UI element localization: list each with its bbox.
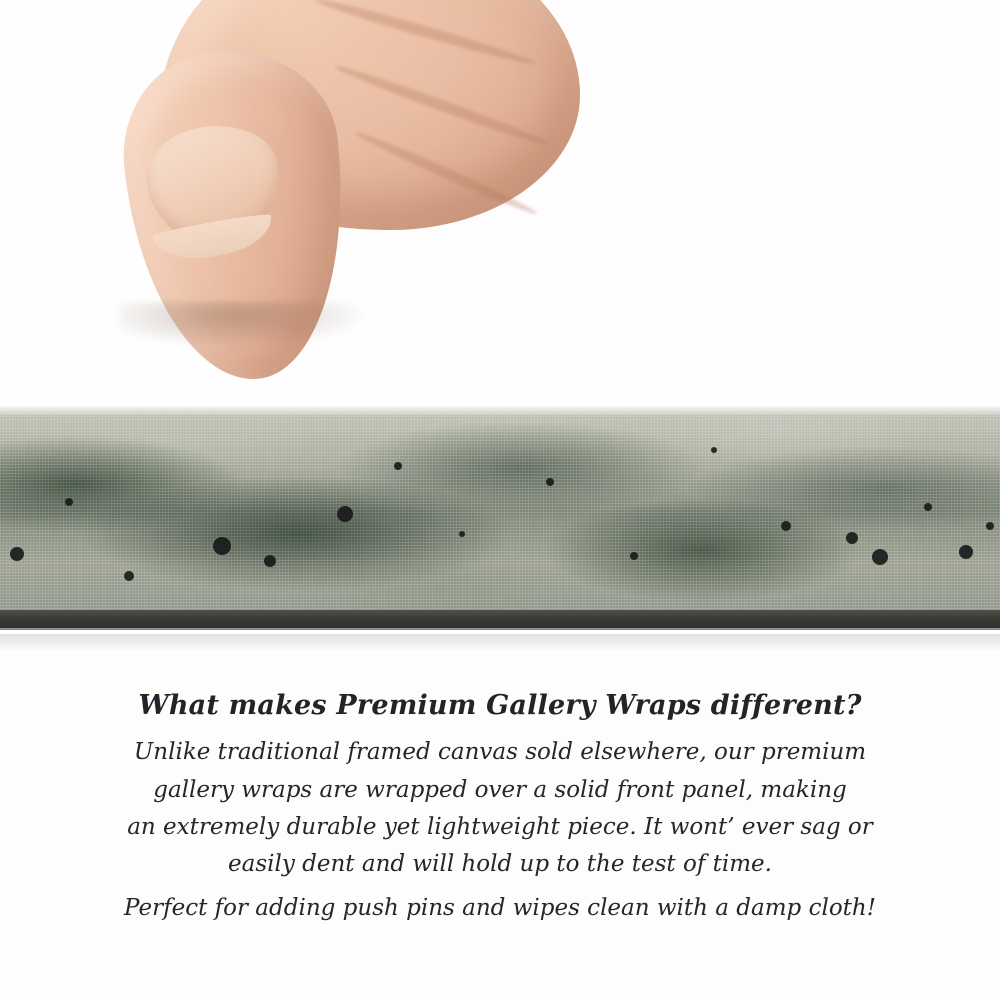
- finger-crease: [353, 128, 540, 218]
- canvas-print-face: [0, 406, 1000, 612]
- solid-front-panel-edge: [0, 610, 1000, 630]
- caption-line: gallery wraps are wrapped over a solid front panel, making: [153, 776, 847, 803]
- canvas-speckle: [959, 545, 973, 559]
- canvas-speckle: [337, 506, 353, 522]
- canvas-speckle: [846, 532, 858, 544]
- canvas-speckle: [986, 522, 994, 530]
- canvas-speckle: [213, 537, 231, 555]
- caption-block: [0, 690, 1000, 928]
- thumb-shadow: [120, 302, 370, 348]
- hand: [120, 0, 590, 430]
- canvas-speckle: [10, 547, 24, 561]
- panel-drop-shadow: [0, 634, 1000, 652]
- canvas-speckle: [65, 498, 73, 506]
- canvas-top-highlight: [0, 406, 1000, 415]
- canvas-speckle: [781, 521, 791, 531]
- caption-body: [0, 734, 1000, 927]
- canvas-speckle: [711, 447, 717, 453]
- canvas-speckle: [459, 531, 465, 537]
- caption-heading: What makes Premium Gallery Wraps different?: [138, 690, 862, 721]
- canvas-speckle: [630, 552, 638, 560]
- canvas-speckle: [124, 571, 134, 581]
- gallery-wrap-slab: [0, 406, 1000, 638]
- canvas-speckle: [394, 462, 402, 470]
- finger-crease: [313, 0, 537, 68]
- caption-line: Unlike traditional framed canvas sold elsewhere, our premium: [133, 739, 867, 766]
- canvas-speckle: [872, 549, 888, 565]
- canvas-weave-texture: [0, 406, 1000, 612]
- caption-line: easily dent and will hold up to the test of time.: [228, 851, 772, 878]
- caption-closing-line: Perfect for adding push pins and wipes clean with a damp cloth!: [124, 895, 876, 922]
- canvas-speckle: [264, 555, 276, 567]
- canvas-speckle: [924, 503, 932, 511]
- caption-line: an extremely durable yet lightweight piece. It wont’ ever sag or: [127, 813, 873, 840]
- canvas-speckle: [546, 478, 554, 486]
